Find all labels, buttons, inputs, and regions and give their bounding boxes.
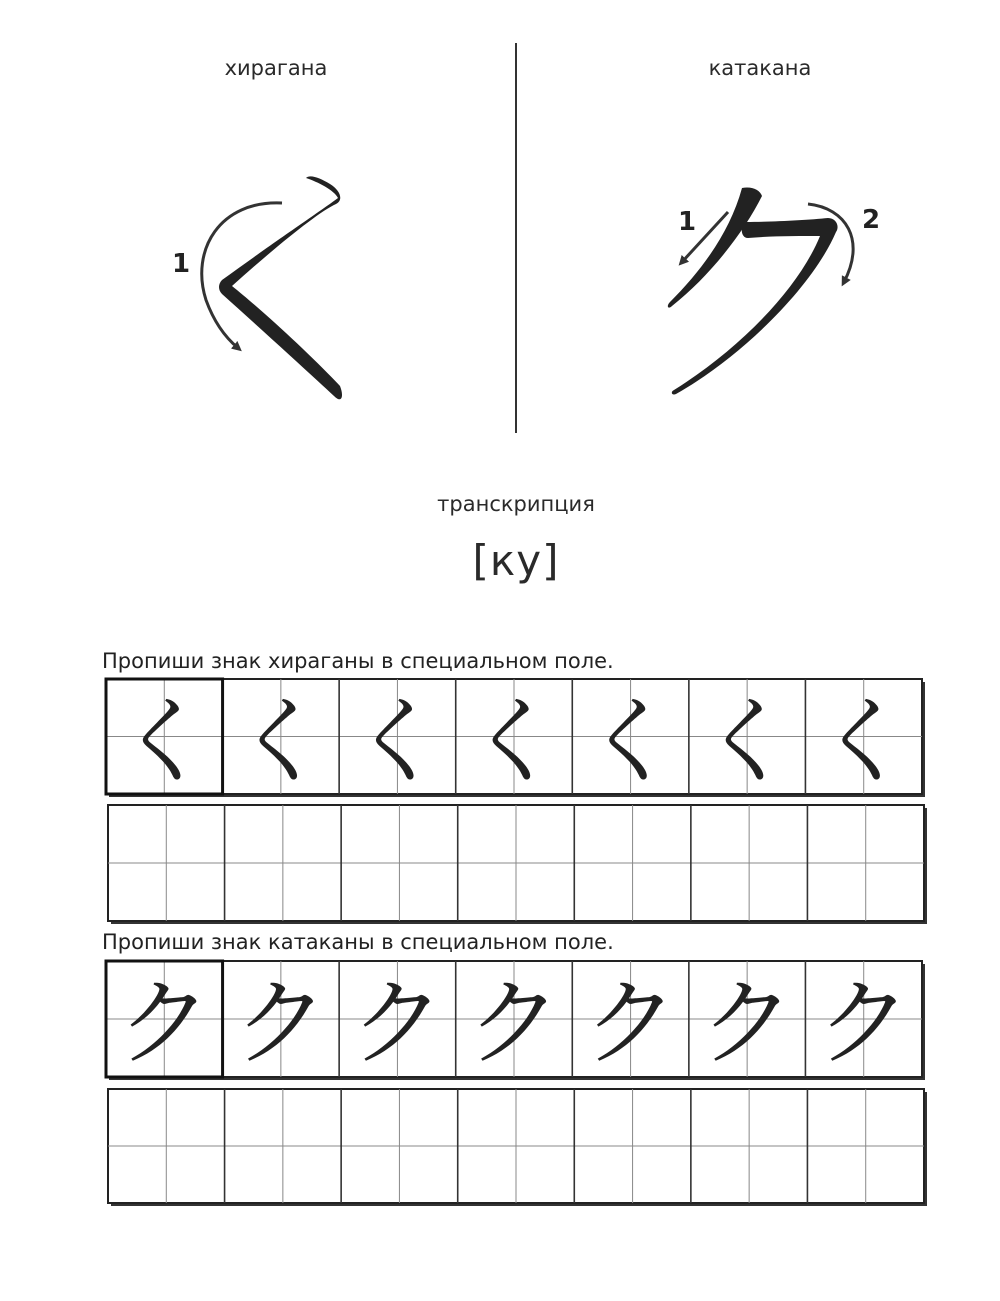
katakana-example-cell-5 — [572, 961, 689, 1079]
hiragana-instruction: Пропиши знак хираганы в специальном поле. — [102, 649, 614, 673]
katakana-example-glyph: ク — [466, 969, 562, 1080]
hiragana-example-glyph: く — [816, 687, 911, 797]
katakana-instruction: Пропиши знак катаканы в специальном поле. — [102, 930, 614, 954]
hiragana-example-glyph: く — [700, 687, 795, 797]
hiragana-practice-row[interactable] — [108, 805, 927, 924]
hiragana-example-cell-2 — [223, 679, 340, 796]
hiragana-example-glyph: く — [233, 687, 328, 797]
hiragana-example-cell-5 — [572, 679, 689, 796]
transcription-label: транскрипция — [437, 492, 595, 516]
hiragana-example-row — [106, 679, 925, 797]
katakana-stroke-number-2: 2 — [862, 205, 881, 235]
katakana-example-glyph: ク — [116, 969, 212, 1080]
katakana-label: катакана — [708, 56, 812, 80]
katakana-example-glyph: ク — [816, 969, 912, 1080]
hiragana-example-cell-7 — [805, 679, 922, 796]
katakana-example-row — [106, 961, 925, 1080]
hiragana-example-glyph: く — [466, 687, 562, 797]
katakana-example-cell-3 — [339, 961, 456, 1079]
hiragana-example-glyph: く — [583, 687, 678, 797]
hiragana-example-glyph: く — [350, 687, 445, 797]
katakana-example-glyph: ク — [349, 969, 445, 1080]
hiragana-example-cell-6 — [689, 679, 806, 796]
katakana-example-cell-7 — [805, 961, 922, 1079]
katakana-example-cell-1 — [106, 961, 223, 1079]
katakana-example-glyph: ク — [583, 969, 679, 1080]
hiragana-stroke-number-1: 1 — [172, 249, 191, 279]
katakana-stroke-number-1: 1 — [678, 207, 697, 237]
hiragana-example-cell-1 — [106, 679, 223, 796]
transcription-value: [ку] — [472, 536, 560, 585]
katakana-example-cell-2 — [223, 961, 340, 1079]
hiragana-example-glyph: く — [117, 687, 212, 797]
hiragana-label: хирагана — [224, 56, 328, 80]
katakana-example-cell-4 — [456, 961, 573, 1079]
katakana-example-glyph: ク — [233, 969, 329, 1080]
hiragana-example-cell-4 — [456, 679, 573, 796]
katakana-example-glyph: ク — [699, 969, 795, 1080]
katakana-example-cell-6 — [689, 961, 806, 1079]
katakana-practice-row[interactable] — [108, 1089, 927, 1206]
hiragana-example-cell-3 — [339, 679, 456, 796]
